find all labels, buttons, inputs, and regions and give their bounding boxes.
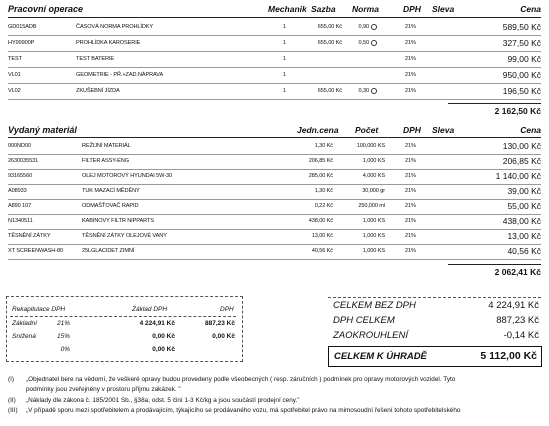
materials-total-rule <box>448 264 541 265</box>
material-row-name: ODMAŠŤOVAČ RAPID <box>82 203 139 209</box>
summary-dph-label: DPH CELKEM <box>333 315 395 326</box>
summary-zaokr-value: -0,14 Kč <box>503 330 539 341</box>
row-rule <box>8 154 541 155</box>
work-row-mechanik: 1 <box>283 88 287 94</box>
materials-section-title: Vydaný materiál <box>8 125 77 135</box>
row-rule <box>8 184 541 185</box>
material-row-dph: 21% <box>405 248 416 254</box>
material-row-qty: 100,000 KS <box>356 143 385 149</box>
work-row-mechanik: 1 <box>283 56 287 62</box>
work-row-dph: 21% <box>405 72 416 78</box>
recap-row-rate: 15% <box>56 333 70 340</box>
work-row-dph: 21% <box>405 24 416 30</box>
summary-zaokr-label: ZAOKROUHLENÍ <box>333 330 408 341</box>
material-row-dph: 21% <box>405 233 416 239</box>
work-row-code: VL02 <box>8 88 21 94</box>
material-row-unit-price: 13,00 Kč <box>311 233 333 239</box>
material-row-code: 93165560 <box>8 173 33 179</box>
recap-row-base: 0,00 Kč <box>152 333 175 340</box>
work-row-code: GD015ADB <box>8 24 37 30</box>
note-mark: (III) <box>8 407 18 414</box>
material-row-unit-price: 0,22 Kč <box>314 203 333 209</box>
recap-row-rate: 21% <box>56 320 70 327</box>
material-row-price: 39,00 Kč <box>507 186 541 196</box>
row-rule <box>8 214 541 215</box>
material-row-code: TĚSNĚNÍ ZÁTKY <box>8 233 51 239</box>
work-row-dph: 21% <box>405 40 416 46</box>
row-rule <box>8 67 541 68</box>
material-row-code: A890 107 <box>8 203 32 209</box>
note-text: „Náklady dle zákona č. 185/2001 Sb., §38a, odst. 5 činí 1-3 Kč/kg a jsou součástí prodejní ceny." <box>26 397 300 404</box>
recap-row-label: Snížená <box>12 333 36 340</box>
work-row-mechanik: 1 <box>283 72 287 78</box>
work-header-rule <box>8 17 541 18</box>
material-row-name: OLEJ MOTOROVÝ HYUNDAI 5W-30 <box>82 173 173 179</box>
material-row-unit-price: 438,00 Kč <box>308 218 333 224</box>
work-total: 2 162,50 Kč <box>494 106 541 116</box>
note-mark: (I) <box>8 376 15 383</box>
material-row-dph: 21% <box>405 143 416 149</box>
materials-col-unit: Jedn.cena <box>297 125 339 135</box>
material-row-qty: 1,000 KS <box>362 158 385 164</box>
work-row-code: TEST <box>8 56 22 62</box>
material-row-qty: 1,000 KS <box>362 248 385 254</box>
materials-header-rule <box>8 137 541 138</box>
note-text: „V případě sporu mezi spotřebitelem a prodávajícím, týkajícího se prodávaného vozu, má spotřebitel právo na mimosoudní řešení tohoto spotřebitelského <box>26 407 461 414</box>
work-row-dph: 21% <box>405 56 416 62</box>
row-rule <box>8 169 541 170</box>
recap-col-base: Základ DPH <box>132 306 168 313</box>
recap-col-dph: DPH <box>220 306 234 313</box>
material-row-price: 55,00 Kč <box>507 201 541 211</box>
materials-col-sleva: Sleva <box>432 125 455 135</box>
note-mark: (II) <box>8 397 16 404</box>
work-row-name: PROHLÍDKA KAROSERIE <box>76 40 141 46</box>
material-row-qty: 1,000 KS <box>362 218 385 224</box>
material-row-price: 438,00 Kč <box>502 216 541 226</box>
material-row-name: 25LGLACIDET ZIMNÍ <box>82 248 135 254</box>
work-row-price: 950,00 Kč <box>502 70 541 80</box>
material-row-dph: 21% <box>405 158 416 164</box>
note-text: podmínky jsou zveřejněny v prostoru příjmu zakázek. " <box>26 386 181 393</box>
work-row-norm: 0,90 <box>358 24 369 30</box>
material-row-code: N1340511 <box>8 218 33 224</box>
work-row-rate: 655,00 Kč <box>317 24 342 30</box>
note-text: „Objednatel bere na vědomí, že veškeré opravy budou provedeny podle všeobecných ( resp. záručních ) podmínek pro opravy motorových vozidel. Tyto <box>26 376 456 383</box>
work-row-mechanik: 1 <box>283 40 287 46</box>
material-row-price: 13,00 Kč <box>507 231 541 241</box>
work-row-norm-icon <box>370 40 377 46</box>
material-row-qty: 1,000 KS <box>362 233 385 239</box>
material-row-code: 2630035531 <box>8 158 39 164</box>
summary-dph-value: 887,23 Kč <box>496 315 539 326</box>
materials-col-dph: DPH <box>403 125 421 135</box>
work-col-sazba: Sazba <box>311 4 336 14</box>
material-row-name: FILTER ASSY-ENG <box>82 158 129 164</box>
material-row-price: 1 140,00 Kč <box>495 171 541 181</box>
recap-row-base: 4 224,91 Kč <box>139 320 175 327</box>
row-rule <box>8 244 541 245</box>
recap-row-rate: 0% <box>60 346 70 353</box>
summary-bez-dph-value: 4 224,91 Kč <box>488 300 539 311</box>
work-row-norm: 0,30 <box>358 88 369 94</box>
row-rule <box>8 35 541 36</box>
row-rule <box>8 51 541 52</box>
work-row-dph: 21% <box>405 88 416 94</box>
final-total-value: 5 112,00 Kč <box>480 350 537 362</box>
clock-icon <box>371 40 377 46</box>
work-row-name: ČASOVÁ NORMA PROHLÍDKY <box>76 24 154 30</box>
material-row-qty: 30,000 gr <box>362 188 385 194</box>
work-row-price: 99,00 Kč <box>507 54 541 64</box>
row-rule <box>8 99 541 100</box>
recap-row-dph: 887,23 Kč <box>205 320 235 327</box>
material-row-code: A08933 <box>8 188 27 194</box>
work-col-cena: Cena <box>520 4 541 14</box>
material-row-unit-price: 206,85 Kč <box>308 158 333 164</box>
material-row-name: KABINOVY FILTR NIPPARTS <box>82 218 154 224</box>
work-row-name: GEOMETRIE - PŘ.+ZAD.NÁPRAVA <box>76 72 164 78</box>
material-row-price: 206,85 Kč <box>502 156 541 166</box>
material-row-unit-price: 1,30 Kč <box>314 143 333 149</box>
work-row-price: 196,50 Kč <box>502 86 541 96</box>
work-row-price: 589,50 Kč <box>502 22 541 32</box>
material-row-name: REŽIJNÍ MATERIÁL <box>82 143 131 149</box>
clock-icon <box>371 24 377 30</box>
work-row-price: 327,50 Kč <box>502 38 541 48</box>
material-row-unit-price: 285,00 Kč <box>308 173 333 179</box>
work-row-name: ZKUŠEBNÍ JÍZDA <box>76 88 120 94</box>
work-row-code: VL01 <box>8 72 21 78</box>
work-row-norm-icon <box>370 88 377 94</box>
recap-header-rule <box>10 316 236 317</box>
row-rule <box>8 259 541 260</box>
material-row-dph: 21% <box>405 218 416 224</box>
work-row-mechanik: 1 <box>283 24 287 30</box>
summary-bez-dph-label: CELKEM BEZ DPH <box>333 300 416 311</box>
work-col-norma: Norma <box>352 4 379 14</box>
clock-icon <box>371 88 377 94</box>
row-rule <box>8 199 541 200</box>
work-col-dph: DPH <box>403 4 421 14</box>
material-row-dph: 21% <box>405 173 416 179</box>
material-row-unit-price: 1,30 Kč <box>314 188 333 194</box>
recap-col-label: Rekapitulace DPH <box>12 306 66 313</box>
work-row-norm: 0,50 <box>358 40 369 46</box>
work-row-rate: 655,00 Kč <box>317 40 342 46</box>
material-row-code: XT SCREENWASH-80 <box>8 248 63 254</box>
row-rule <box>8 83 541 84</box>
material-row-qty: 4,000 KS <box>362 173 385 179</box>
summary-top-rule <box>328 297 541 298</box>
material-row-code: 000ND00 <box>8 143 31 149</box>
work-row-code: HY99900P <box>8 40 35 46</box>
work-row-name: TEST BATERIE <box>76 56 115 62</box>
material-row-dph: 21% <box>405 203 416 209</box>
material-row-unit-price: 40,56 Kč <box>311 248 333 254</box>
materials-col-cena: Cena <box>520 125 541 135</box>
work-row-norm-icon <box>370 24 377 30</box>
material-row-qty: 250,000 ml <box>358 203 385 209</box>
work-total-rule <box>448 103 541 104</box>
material-row-dph: 21% <box>405 188 416 194</box>
recap-row-dph: 0,00 Kč <box>212 333 235 340</box>
material-row-name: TĚSNĚNÍ ZÁTKY OLEJOVÉ VANY <box>82 233 167 239</box>
work-col-sleva: Sleva <box>432 4 455 14</box>
materials-col-qty: Počet <box>355 125 379 135</box>
material-row-price: 40,56 Kč <box>507 246 541 256</box>
work-col-mechanik: Mechanik <box>268 4 307 14</box>
work-row-rate: 655,00 Kč <box>317 88 342 94</box>
work-section-title: Pracovní operace <box>8 4 84 14</box>
final-total-label: CELKEM K ÚHRADĚ <box>334 351 427 362</box>
row-rule <box>8 229 541 230</box>
recap-row-base: 0,00 Kč <box>152 346 175 353</box>
material-row-price: 130,00 Kč <box>502 141 541 151</box>
recap-row-label: Základní <box>12 320 37 327</box>
material-row-name: TUK MAZACÍ MĚDĚNÝ <box>82 188 140 194</box>
materials-total: 2 062,41 Kč <box>494 267 541 277</box>
